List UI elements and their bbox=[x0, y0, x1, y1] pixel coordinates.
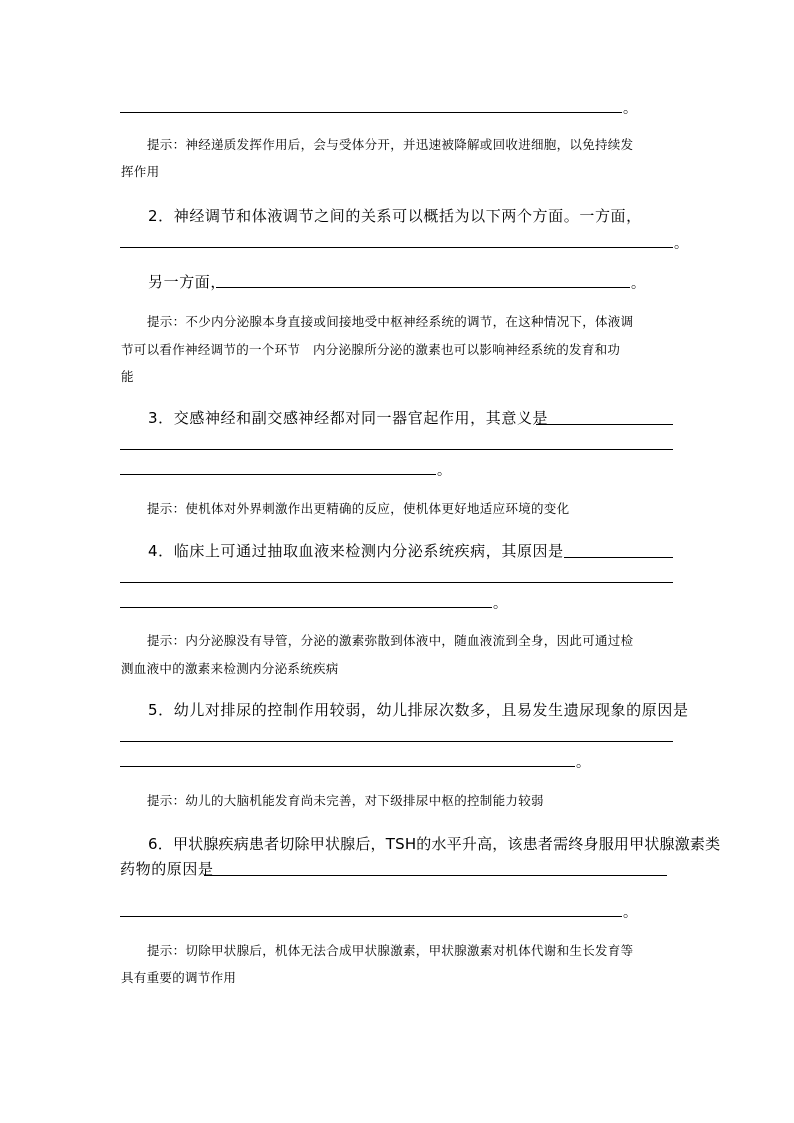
answer-blank[interactable] bbox=[120, 112, 622, 113]
answer-blank[interactable] bbox=[120, 766, 575, 767]
answer-blank[interactable] bbox=[120, 247, 673, 248]
question-2-text: 另一方面， bbox=[148, 273, 227, 291]
hint-text: 使机体对外界刺激作出更精确的反应，使机体更好地适应环境的变化 bbox=[185, 501, 570, 516]
question-6-text: 6．甲状腺疾病患者切除甲状腺后，TSH的水平升高，该患者需终身服用甲状腺激素类 bbox=[148, 835, 721, 853]
answer-blank[interactable] bbox=[120, 741, 673, 742]
hint-label: 提示： bbox=[147, 314, 186, 329]
answer-blank[interactable] bbox=[120, 916, 622, 917]
hint-line bbox=[147, 942, 633, 960]
hint-line bbox=[147, 792, 544, 810]
period-mark: 。 bbox=[437, 463, 451, 479]
answer-blank[interactable] bbox=[120, 582, 673, 583]
answer-blank[interactable] bbox=[120, 449, 673, 450]
answer-blank[interactable] bbox=[536, 424, 673, 425]
period-mark: 。 bbox=[576, 755, 590, 771]
period-mark: 。 bbox=[631, 276, 645, 292]
answer-blank[interactable] bbox=[120, 607, 492, 608]
hint-text: 不少内分泌腺本身直接或间接地受中枢神经系统的调节，在这种情况下，体液调 bbox=[185, 314, 634, 329]
hint-line: 具有重要的调节作用 bbox=[121, 970, 237, 985]
hint-line: 挥作用 bbox=[121, 164, 160, 179]
period-mark: 。 bbox=[493, 596, 507, 612]
hint-line: 能 bbox=[121, 369, 134, 384]
hint-label: 提示： bbox=[147, 501, 186, 516]
hint-line: 节可以看作神经调节的一个环节 内分泌腺所分泌的激素也可以影响神经系统的发育和功 bbox=[121, 342, 621, 357]
hint-label: 提示： bbox=[147, 793, 186, 808]
period-mark: 。 bbox=[674, 236, 688, 252]
question-3-text: 3．交感神经和副交感神经都对同一器官起作用，其意义是 bbox=[148, 409, 549, 427]
hint-text: 幼儿的大脑机能发育尚未完善，对下级排尿中枢的控制能力较弱 bbox=[185, 793, 544, 808]
hint-text: 内分泌腺没有导管，分泌的激素弥散到体液中，随血液流到全身，因此可通过检 bbox=[185, 633, 634, 648]
hint-line: 测血液中的激素来检测内分泌系统疾病 bbox=[121, 661, 339, 676]
period-mark: 。 bbox=[623, 101, 637, 117]
question-2-text: 2．神经调节和体液调节之间的关系可以概括为以下两个方面。一方面， bbox=[148, 207, 642, 225]
answer-blank[interactable] bbox=[564, 557, 673, 558]
question-5-text: 5．幼儿对排尿的控制作用较弱，幼儿排尿次数多，且易发生遗尿现象的原因是 bbox=[148, 701, 689, 719]
hint-label: 提示： bbox=[147, 633, 186, 648]
hint-text: 神经递质发挥作用后，会与受体分开，并迅速被降解或回收进细胞，以免持续发 bbox=[185, 137, 634, 152]
hint-line bbox=[147, 632, 633, 650]
answer-blank[interactable] bbox=[120, 474, 436, 475]
period-mark: 。 bbox=[623, 905, 637, 921]
hint-line bbox=[147, 500, 569, 518]
answer-blank[interactable] bbox=[216, 287, 630, 288]
question-6-text: 药物的原因是 bbox=[120, 860, 214, 878]
hint-label: 提示： bbox=[147, 137, 186, 152]
hint-line bbox=[147, 313, 633, 331]
hint-text: 切除甲状腺后，机体无法合成甲状腺激素，甲状腺激素对机体代谢和生长发育等 bbox=[185, 943, 634, 958]
hint-label: 提示： bbox=[147, 943, 186, 958]
answer-blank[interactable] bbox=[204, 875, 667, 876]
question-4-text: 4．临床上可通过抽取血液来检测内分泌系统疾病，其原因是 bbox=[148, 542, 564, 560]
hint-line bbox=[147, 136, 633, 154]
